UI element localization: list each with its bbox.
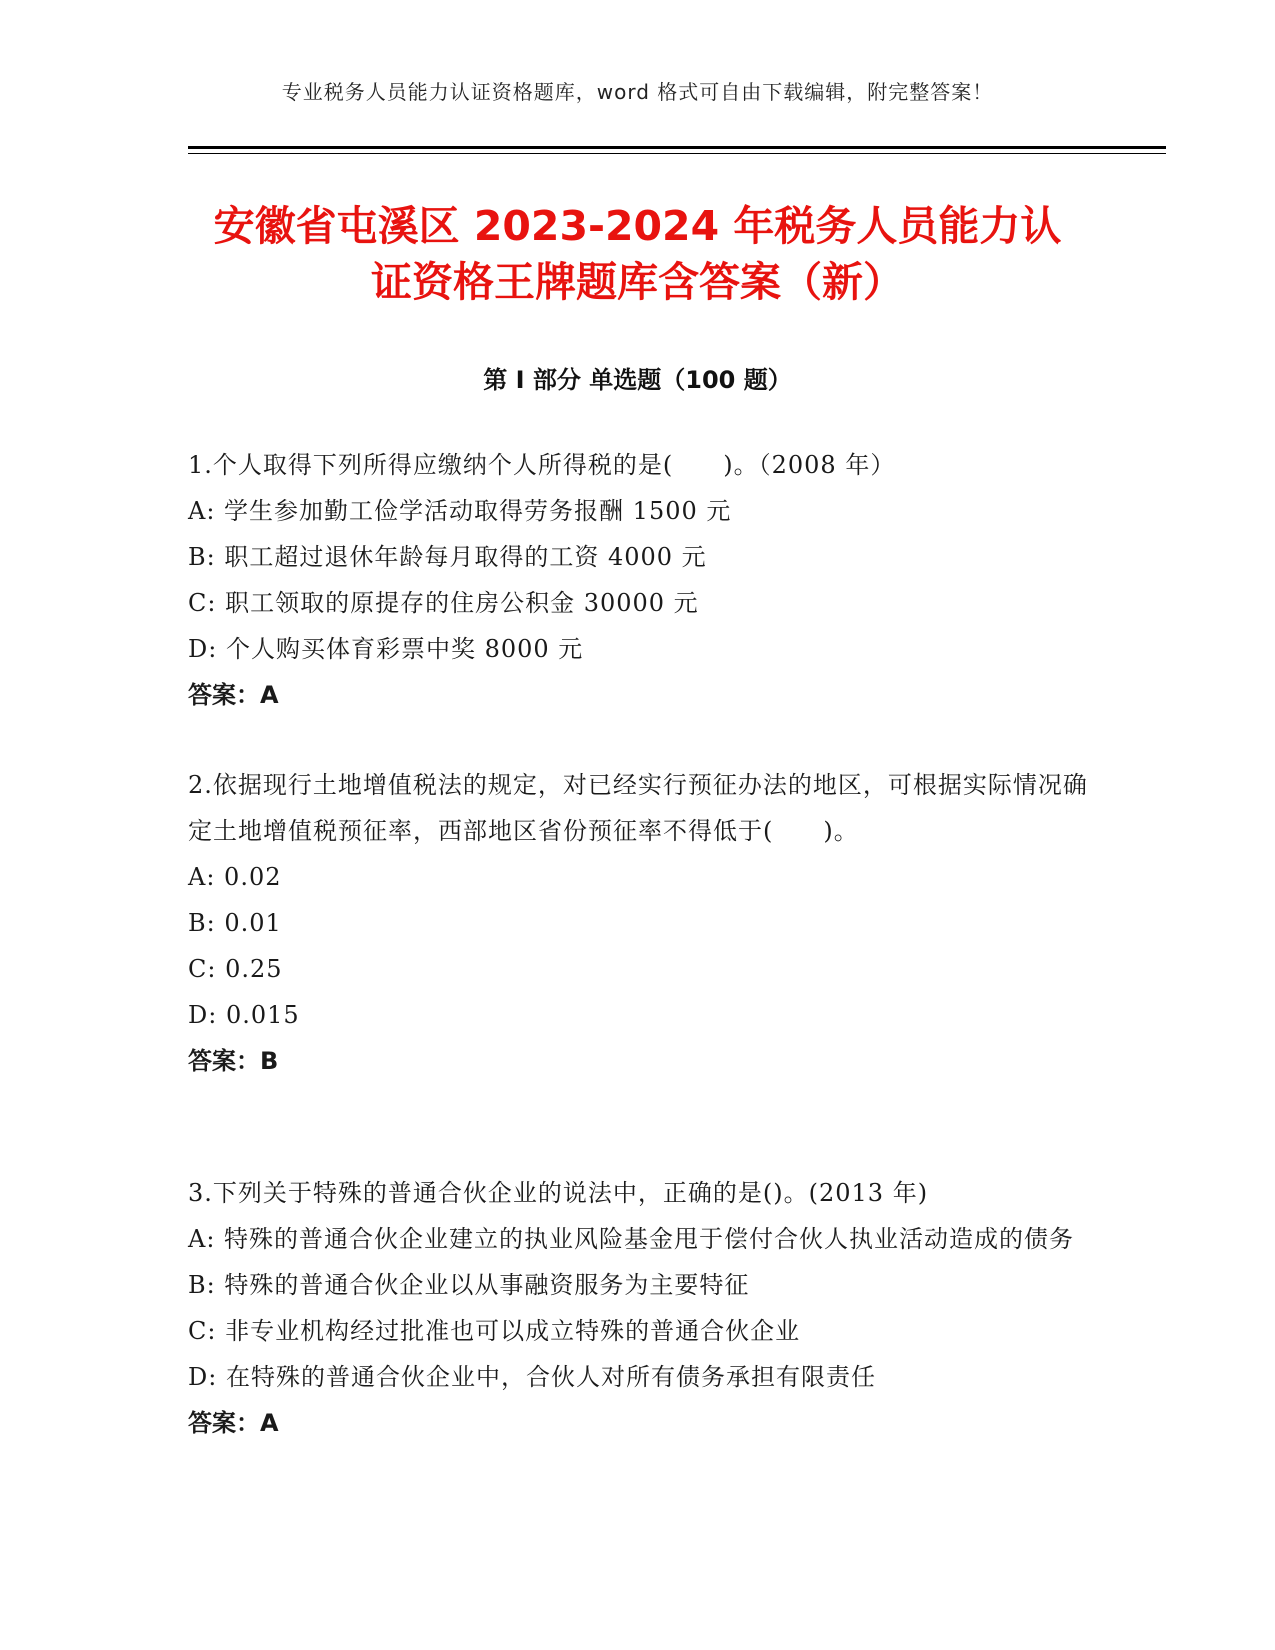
option-a: A: 0.02 [188,863,282,891]
option-a: A: 特殊的普通合伙企业建立的执业风险基金甩于偿付合伙人执业活动造成的债务 [188,1225,1075,1253]
option-d: D: 0.015 [188,1001,300,1029]
option-b: B: 职工超过退休年龄每月取得的工资 4000 元 [188,543,707,571]
option-c: C: 0.25 [188,955,283,983]
document-title [0,198,1275,310]
question-1 [188,442,1088,718]
title-line-2: 证资格王牌题库含答案（新） [371,258,904,306]
option-c: C: 职工领取的原提存的住房公积金 30000 元 [188,589,699,617]
question-text: 3.下列关于特殊的普通合伙企业的说法中，正确的是()。(2013 年) [188,1179,929,1207]
option-d: D: 在特殊的普通合伙企业中，合伙人对所有债务承担有限责任 [188,1363,876,1391]
question-text: 2.依据现行土地增值税法的规定，对已经实行预征办法的地区，可根据实际情况确定土地增值税预征率，西部地区省份预征率不得低于( )。 [188,771,1088,845]
section-heading: 第 I 部分 单选题（100 题） [483,366,792,394]
header-rule-thin [188,153,1166,154]
option-c: C: 非专业机构经过批准也可以成立特殊的普通合伙企业 [188,1317,801,1345]
header-note: 专业税务人员能力认证资格题库，word 格式可自由下载编辑，附完整答案！ [281,80,994,104]
option-a: A: 学生参加勤工俭学活动取得劳务报酬 1500 元 [188,497,732,525]
option-b: B: 特殊的普通合伙企业以从事融资服务为主要特征 [188,1271,750,1299]
option-b: B: 0.01 [188,909,282,937]
answer: 答案：A [188,681,279,709]
question-2 [188,762,1088,1084]
option-d: D: 个人购买体育彩票中奖 8000 元 [188,635,584,663]
header-rule-thick [188,146,1166,149]
question-text: 1.个人取得下列所得应缴纳个人所得税的是( )。（2008 年） [188,451,896,479]
answer: 答案：B [188,1047,279,1075]
question-3 [188,1170,1088,1446]
answer: 答案：A [188,1409,279,1437]
title-line-1: 安徽省屯溪区 2023-2024 年税务人员能力认 [213,202,1062,250]
